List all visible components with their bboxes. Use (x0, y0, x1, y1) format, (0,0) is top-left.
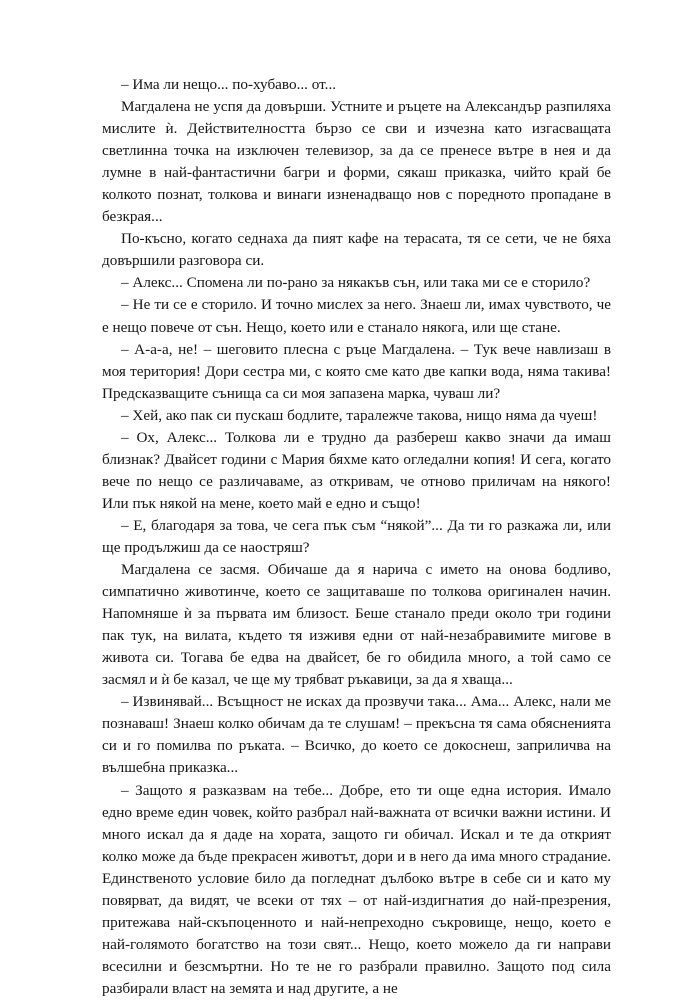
body-text (102, 74, 611, 1000)
paragraph: – Защото я разказвам на тебе... Добре, ето ти още една история. Имало едно време един човек, който разбрал най-важната от всички важни истини. И много искал да я даде на хората, защото ги обичал. Искал и те да открият колко може да бъде прекрасен животът, дори и в него да има много страдание. Единственото условие било да погледнат дълбоко вътре в себе си и като му повярват, да видят, че всеки от тях – от най-издигнатия до най-презрения, притежава най-скъпоценното и най-непреходно съкровище, нещо, което е най-голямото богатство на този свят... Нещо, което можело да ги направи всесилни и безсмъртни. Но те не го разбрали правилно. Защото под сила разбирали власт на земята и над другите, а не (102, 781, 611, 997)
paragraph: – Извинявай... Всъщност не исках да прозвучи така... Ама... Алекс, нали ме познаваш! Знаеш колко обичам да те слушам! – прекъсна тя сама обясненията си и го помилва по ръката. – Всичко, до което се докоснеш, заприличва на вълшебна приказка... (102, 693, 611, 777)
paragraph: Магдалена се засмя. Обичаше да я нарича с името на онова бодливо, симпатично животинче, което се защитаваше по толкова оригинален начин. Напомняше ѝ за първата им близост. Беше станало преди около три години пак тук, на вилата, където тя изживя едни от най-незабравимите мигове в живота си. Тогава бе едва на двайсет, бе го обидила много, а той само се засмял и ѝ бе казал, че ще му трябват ръкавици, за да я хваща... (102, 561, 611, 689)
paragraph: – Алекс... Спомена ли по-рано за някакъв сън, или така ми се е сторило? (121, 274, 591, 292)
paragraph: – Хей, ако пак си пускаш бодлите, таралежче такова, нищо няма да чуеш! (121, 406, 598, 424)
paragraph: Магдалена не успя да довърши. Устните и ръцете на Александър разпиляха мислите ѝ. Действителността бързо се сви и изчезна като изгасващата светлинна точка на изключен телевизор, за да се пренесе вътре в нея и да лумне в най-фантастични багри и форми, сякаш приказка, чийто край бе колкото познат, толкова и винаги изненадващо нов с поредното пропадане в безкрая... (102, 98, 611, 226)
paragraph: – Е, благодаря за това, че сега пък съм “някой”... Да ти го разкажа ли, или ще продължиш да се наостряш? (102, 516, 611, 556)
paragraph: – Има ли нещо... по-хубаво... от... (121, 76, 337, 93)
paragraph: – Не ти се е сторило. И точно мислех за него. Знаеш ли, имах чувството, че е нещо повече от сън. Нещо, което или е станало някога, или ще стане. (102, 296, 611, 336)
paragraph: – Ох, Алекс... Толкова ли е трудно да разбереш какво значи да имаш близнак? Двайсет години с Мария бяхме като огледални копия! И сега, когато вече по нещо се различаваме, аз откривам, че отново приличам на някого! Или пък някой на мене, което май е едно и също! (102, 428, 611, 512)
paragraph: По-късно, когато седнаха да пият кафе на терасата, тя се сети, че не бяха довършили разговора си. (102, 230, 611, 270)
paragraph: – А-а-а, не! – шеговито плесна с ръце Магдалена. – Тук вече навлизаш в моя територия! Дори сестра ми, с която сме като две капки вода, няма такива! Предсказващите сънища са си моя запазена марка, чуваш ли? (102, 340, 611, 402)
